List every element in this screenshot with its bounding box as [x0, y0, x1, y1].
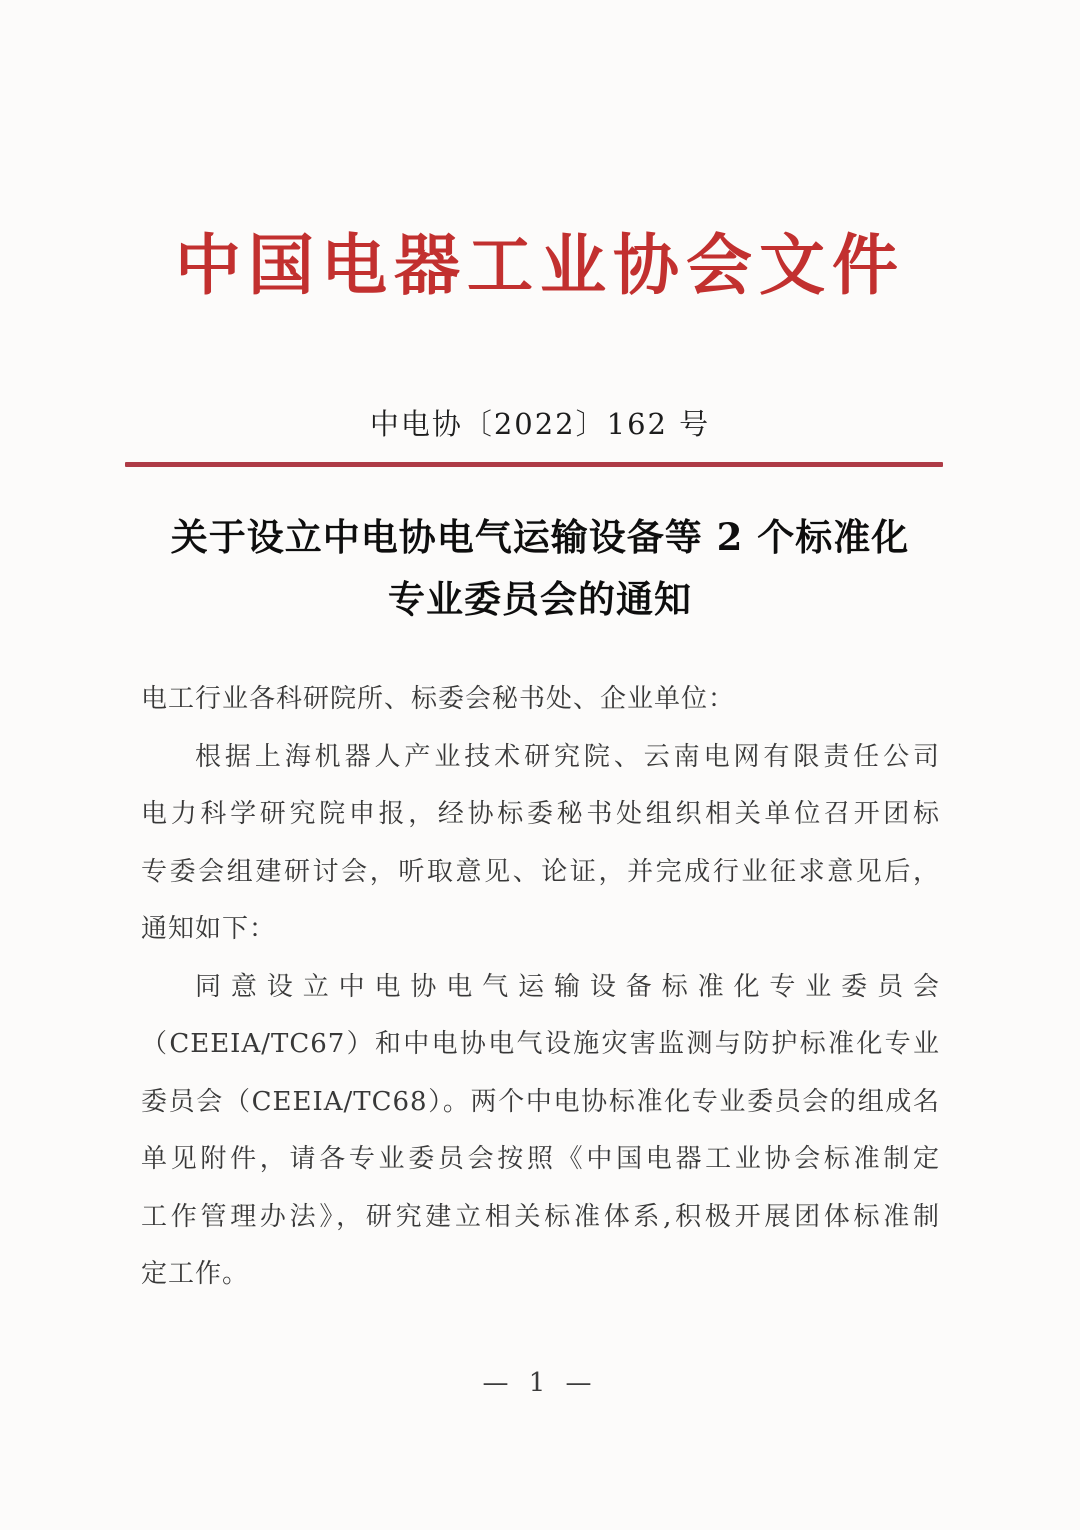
- body-line: （CEEIA/TC67）和中电协电气设施灾害监测与防护标准化专业: [141, 1029, 940, 1059]
- body-line: 专委会组建研讨会，听取意见、论证，并完成行业征求意见后，: [141, 856, 940, 887]
- doc-number: 中电协〔2022〕162 号: [369, 407, 711, 441]
- body-line: 根据上海机器人产业技术研究院、云南电网有限责任公司: [195, 741, 940, 772]
- body-line: 委员会（CEEIA/TC68）。两个中电协标准化专业委员会的组成名: [141, 1086, 940, 1117]
- red-divider: [125, 462, 943, 467]
- body-line: 工作管理办法》，研究建立相关标准体系,积极开展团体标准制: [141, 1201, 940, 1232]
- body-line: 通知如下：: [141, 914, 277, 944]
- notice-title-line1: 关于设立中电协电气运输设备等 2 个标准化: [170, 515, 910, 559]
- body-line: 同意设立中电协电气运输设备标准化专业委员会: [195, 971, 940, 1002]
- notice-title: [0, 506, 1080, 630]
- body-line: 电工行业各科研院所、标委会秘书处、企业单位：: [141, 684, 736, 714]
- body-line: 定工作。: [141, 1259, 250, 1289]
- header-title: 中国电器工业协会文件: [175, 226, 905, 304]
- body-line: 电力科学研究院申报，经协标委秘书处组织相关单位召开团标: [141, 799, 940, 829]
- page-number: — 1 —: [482, 1368, 598, 1398]
- body-text: [141, 671, 940, 1304]
- notice-title-line2: 专业委员会的通知: [388, 577, 692, 621]
- body-line: 单见附件，请各专业委员会按照《中国电器工业协会标准制定: [141, 1144, 940, 1174]
